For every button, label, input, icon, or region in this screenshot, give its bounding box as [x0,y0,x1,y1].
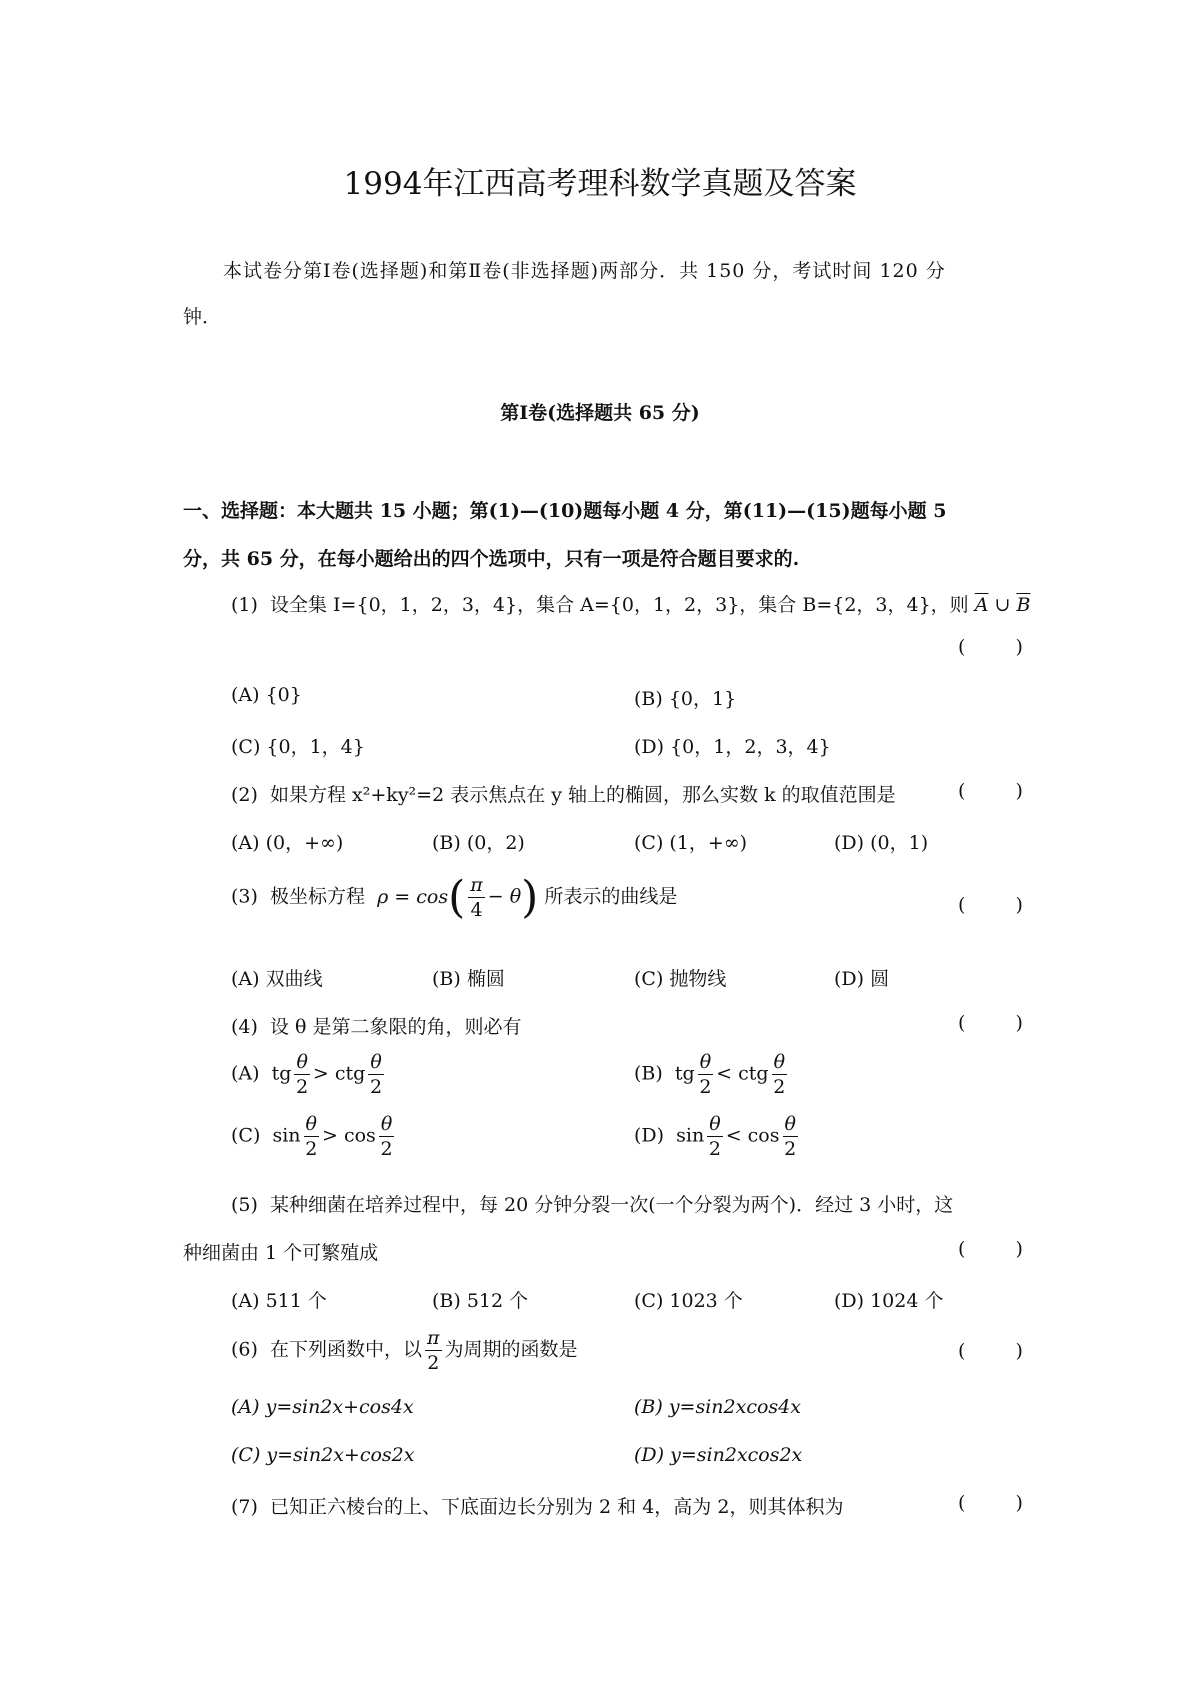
option-c[interactable]: (C) (1，+∞) [634,832,748,854]
option-c[interactable]: (C) sin $\frac{\theta}{2}$ > cos $\frac{\theta}{2}$ [231,1113,393,1160]
question-3 [231,872,677,923]
page-title: 1994年江西高考理科数学真题及答案 [343,166,857,202]
fraction-theta-over-2: $\frac{\theta}{2}$ [305,1113,318,1160]
fraction-pi-over-2: $\frac{\pi}{2}$ [427,1327,440,1374]
fraction-pi-over-4: $\frac{\pi}{4}$ [470,874,483,921]
question-number: (3) [231,885,258,908]
option-a[interactable]: (A) y=sin2x+cos4x [231,1396,414,1418]
question-7 [231,1492,843,1519]
right-paren: ) [521,872,539,923]
answer-blank[interactable]: ( ) [958,894,1045,916]
option-d[interactable]: (D) 1024 个 [834,1290,944,1312]
question-5 [231,1190,953,1217]
answer-blank[interactable]: ( ) [958,780,1045,802]
minus-theta: − θ [487,885,522,908]
question-text-pre: 极坐标方程 [270,885,366,908]
question-number: (4) [231,1016,258,1038]
option-b[interactable]: (B) tg $\frac{\theta}{2}$ < ctg $\frac{\theta}{2}$ [634,1051,786,1098]
question-text-post: 所表示的曲线是 [544,885,678,908]
question-text: 某种细菌在培养过程中，每 20 分钟分裂一次(一个分裂为两个)．经过 3 小时，这 [270,1194,954,1216]
question-number: (2) [231,784,258,806]
fraction-theta-over-2: $\frac{\theta}{2}$ [370,1051,383,1098]
option-a[interactable]: (A) {0} [231,684,302,706]
option-d[interactable]: (D) (0，1) [834,832,929,854]
intro-line-1: 本试卷分第Ⅰ卷(选择题)和第Ⅱ卷(非选择题)两部分．共 150 分，考试时间 120 分 [223,260,946,282]
option-c[interactable]: (C) 抛物线 [634,968,727,990]
union-symbol: ∪ [994,594,1011,616]
fraction-theta-over-2: $\frac{\theta}{2}$ [773,1051,786,1098]
question-text: 设全集 I={0，1，2，3，4}，集合 A={0，1，2，3}，集合 B={2，3，4}，则 [270,594,969,616]
question-number: (1) [231,594,258,616]
complement-a: $\overline{A}$ [974,594,989,616]
option-d[interactable]: (D) {0，1，2，3，4} [634,736,831,758]
question-6 [231,1326,578,1375]
question-text-pre: 在下列函数中，以 [270,1338,423,1361]
question-text: 如果方程 x²+ky²=2 表示焦点在 y 轴上的椭圆，那么实数 k 的取值范围是 [270,784,896,806]
rho-cos: ρ = cos [377,885,449,908]
fraction-theta-over-2: $\frac{\theta}{2}$ [296,1051,309,1098]
complement-b: $\overline{B}$ [1016,594,1031,616]
option-a[interactable]: (A) 双曲线 [231,968,323,990]
option-a[interactable]: (A) tg $\frac{\theta}{2}$ > ctg $\frac{\theta}{2}$ [231,1051,383,1098]
question-number: (6) [231,1338,258,1361]
option-a[interactable]: (A) 511 个 [231,1290,327,1312]
option-d[interactable]: (D) 圆 [834,968,890,990]
question-number: (7) [231,1496,258,1518]
fraction-theta-over-2: $\frac{\theta}{2}$ [699,1051,712,1098]
section-instructions-2: 分，共 65 分，在每小题给出的四个选项中，只有一项是符合题目要求的. [183,548,800,570]
question-2 [231,780,896,807]
fraction-theta-over-2: $\frac{\theta}{2}$ [708,1113,721,1160]
option-c[interactable]: (C) {0，1，4} [231,736,365,758]
fraction-theta-over-2: $\frac{\theta}{2}$ [784,1113,797,1160]
option-c[interactable]: (C) y=sin2x+cos2x [231,1444,415,1466]
option-d[interactable]: (D) y=sin2xcos2x [634,1444,803,1466]
question-text: 已知正六棱台的上、下底面边长分别为 2 和 4，高为 2，则其体积为 [270,1496,844,1518]
answer-blank[interactable]: ( ) [958,1012,1045,1034]
option-b[interactable]: (B) 椭圆 [432,968,505,990]
question-text-post: 为周期的函数是 [444,1338,578,1361]
option-b[interactable]: (B) (0，2) [432,832,525,854]
question-text: 设 θ 是第二象限的角，则必有 [270,1016,522,1038]
option-a[interactable]: (A) (0，+∞) [231,832,344,854]
option-b[interactable]: (B) {0，1} [634,688,737,710]
left-paren: ( [448,872,466,923]
answer-blank[interactable]: ( ) [958,636,1045,658]
question-1 [231,590,1030,617]
answer-blank[interactable]: ( ) [958,1340,1045,1362]
fraction-theta-over-2: $\frac{\theta}{2}$ [380,1113,393,1160]
option-b[interactable]: (B) y=sin2xcos4x [634,1396,801,1418]
intro-line-2: 钟． [183,306,222,328]
section-instructions-1: 一、选择题：本大题共 15 小题；第(1)—(10)题每小题 4 分，第(11)—(15)题每小题 5 [183,500,947,522]
option-d[interactable]: (D) sin $\frac{\theta}{2}$ < cos $\frac{\theta}{2}$ [634,1113,797,1160]
answer-blank[interactable]: ( ) [958,1238,1045,1260]
volume-heading: 第Ⅰ卷(选择题共 65 分) [500,402,700,424]
question-5-continued: 种细菌由 1 个可繁殖成 [183,1242,379,1264]
question-4 [231,1012,522,1039]
question-number: (5) [231,1194,258,1216]
option-c[interactable]: (C) 1023 个 [634,1290,743,1312]
option-b[interactable]: (B) 512 个 [432,1290,529,1312]
answer-blank[interactable]: ( ) [958,1492,1045,1514]
